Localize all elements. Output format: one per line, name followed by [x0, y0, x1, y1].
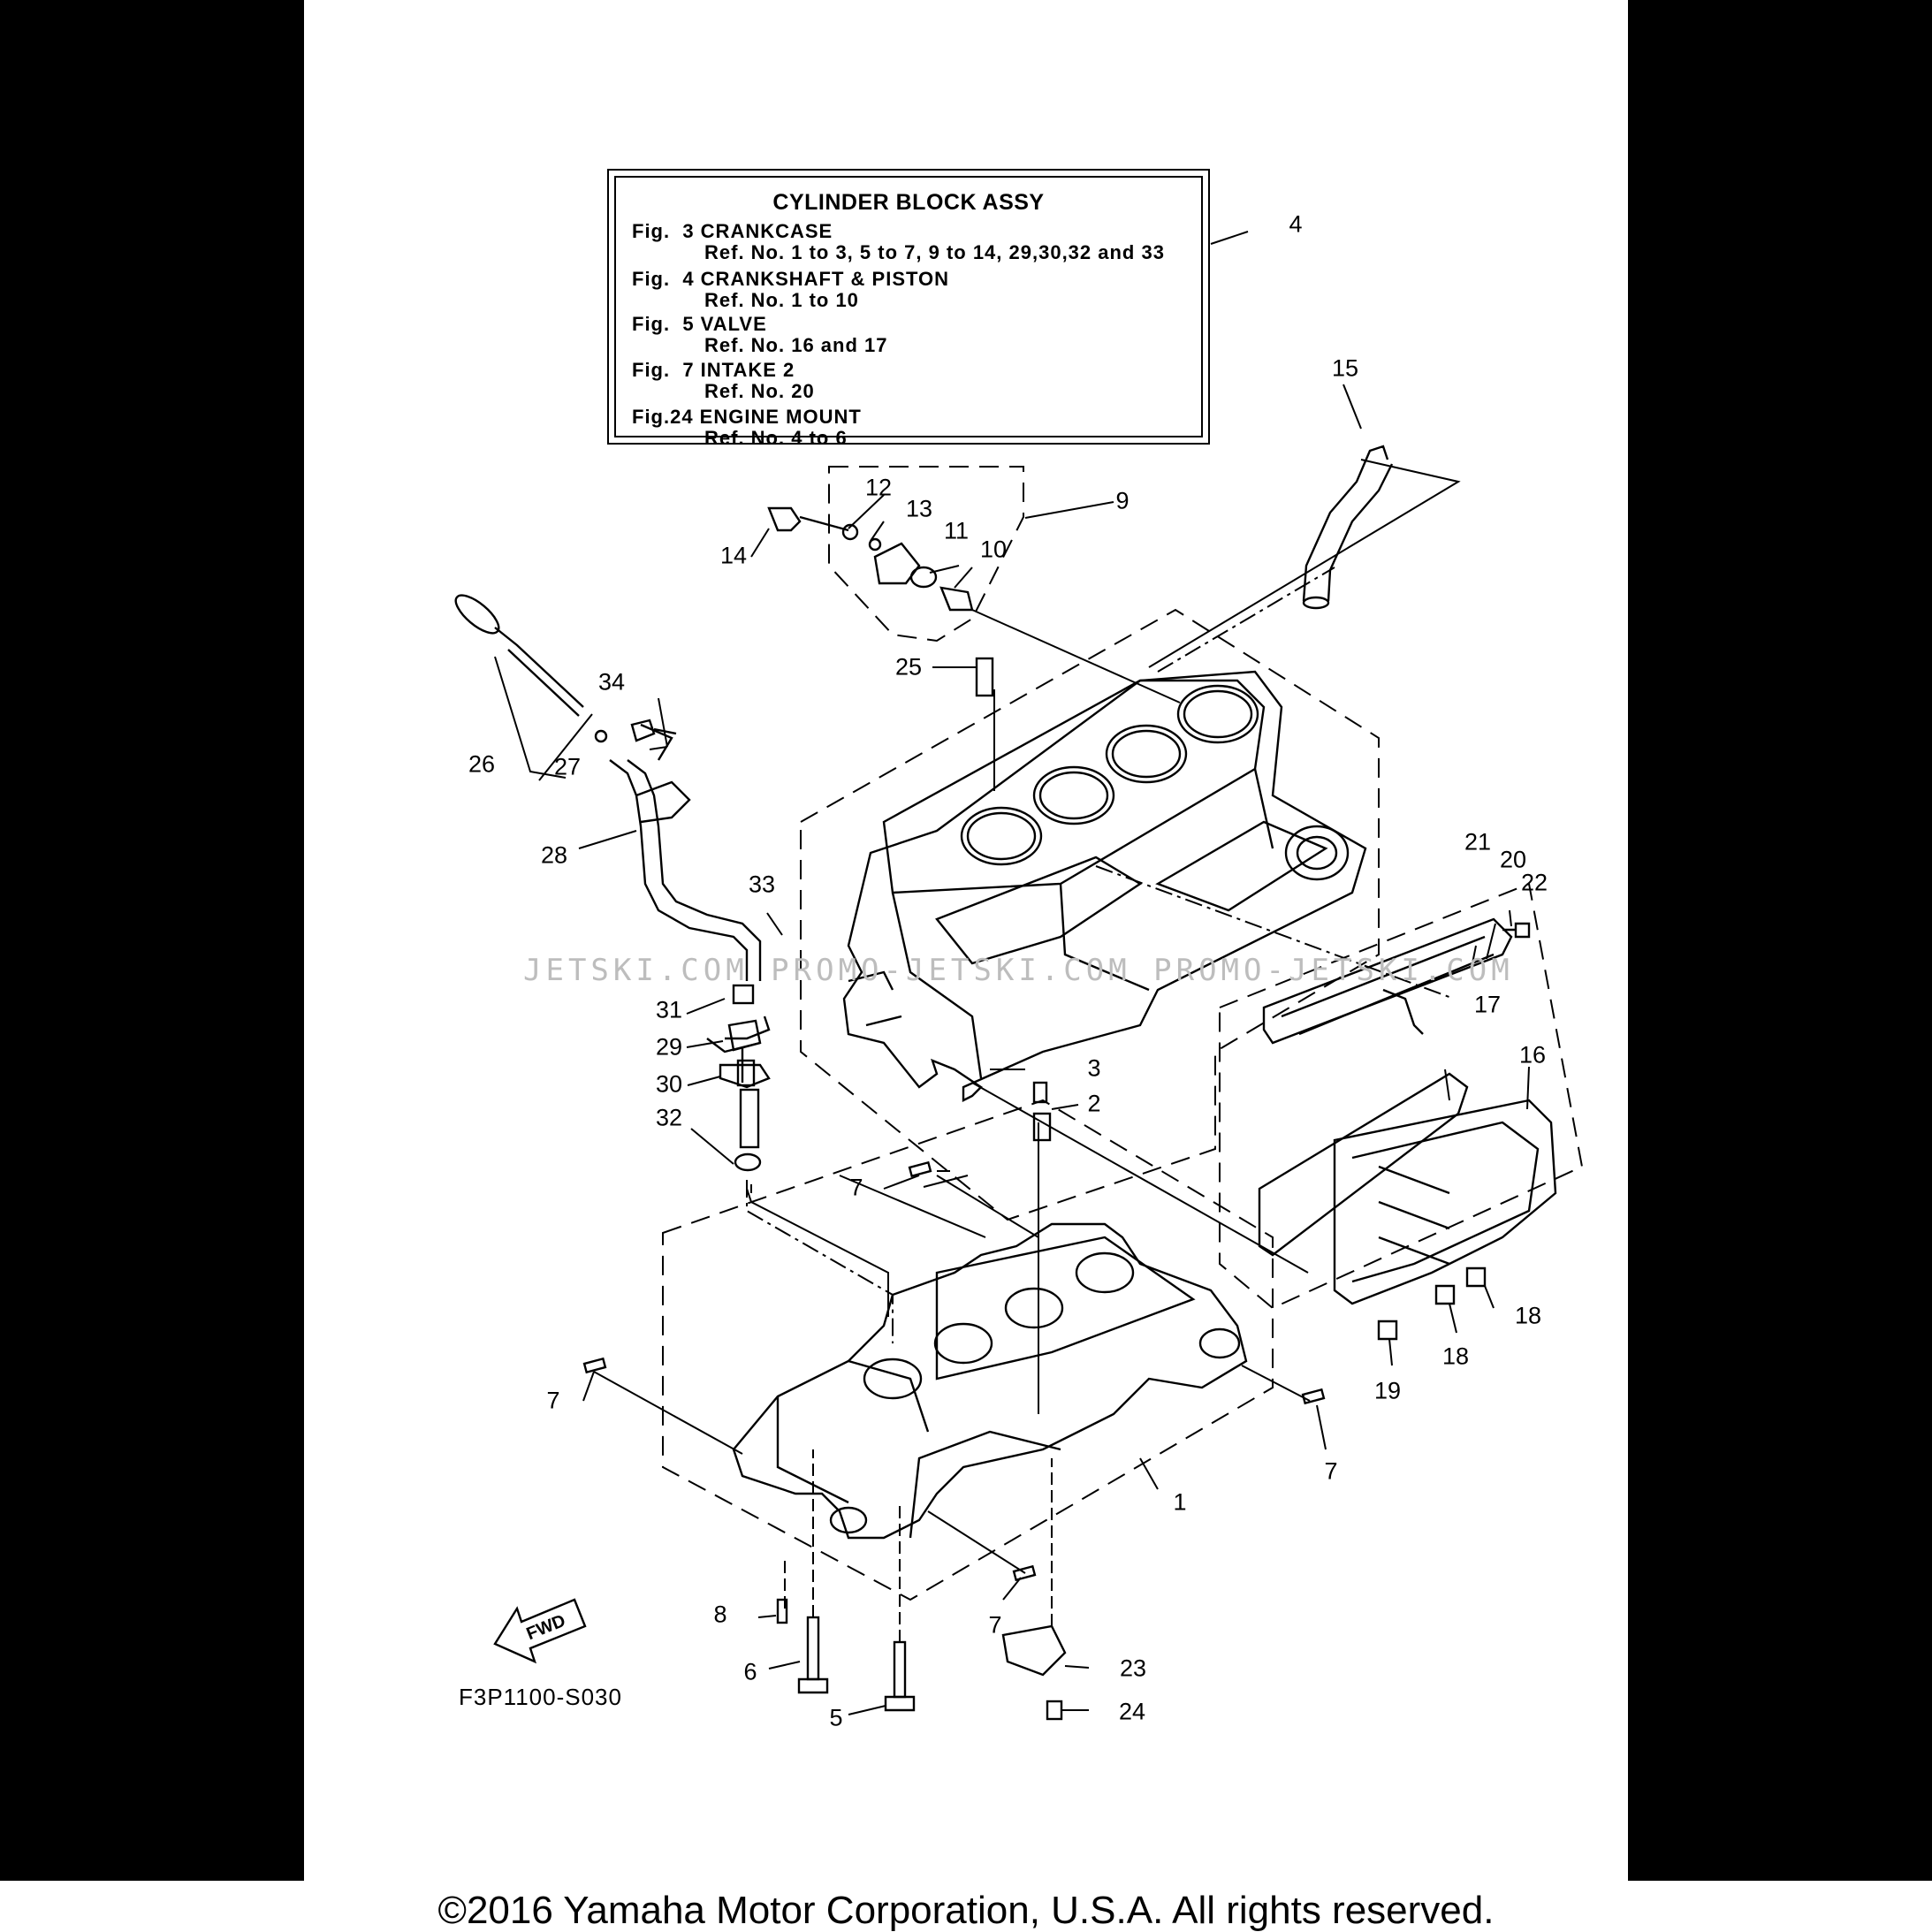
- callout-16: 16: [1518, 1041, 1547, 1069]
- callout-10: 10: [979, 536, 1008, 563]
- valve-parts: [769, 508, 972, 610]
- callout-11: 11: [943, 517, 970, 544]
- callout-32: 32: [655, 1104, 683, 1131]
- callout-17: 17: [1473, 991, 1502, 1018]
- assembly-dashed-outlines: [663, 467, 1582, 1600]
- callout-20: 20: [1499, 846, 1527, 873]
- callout-21: 21: [1464, 828, 1492, 856]
- callout-4: 4: [1289, 210, 1303, 238]
- callout-5: 5: [829, 1704, 843, 1731]
- callout-26: 26: [468, 750, 496, 778]
- callout-28: 28: [540, 841, 568, 869]
- callout-30: 30: [655, 1070, 683, 1098]
- legend-ref-5: Ref. No. 16 and 17: [704, 334, 888, 356]
- fasteners: [584, 924, 1529, 1719]
- legend-ref-3: Ref. No. 1 to 3, 5 to 7, 9 to 14, 29,30,32 and 33: [704, 241, 1165, 263]
- callout-18-right: 18: [1514, 1302, 1542, 1329]
- callout-13: 13: [905, 495, 933, 522]
- callout-6: 6: [743, 1658, 757, 1685]
- callout-29: 29: [655, 1033, 683, 1061]
- callout-12: 12: [864, 474, 893, 501]
- legend-fig-4: Fig. 4 CRANKSHAFT & PISTON: [632, 268, 950, 290]
- legend-fig-3: Fig. 3 CRANKCASE: [632, 220, 833, 242]
- cylinder-block-drawing: [844, 672, 1365, 1100]
- legend-ref-24: Ref. No. 4 to 6: [704, 427, 848, 449]
- callout-24: 24: [1118, 1698, 1146, 1725]
- callout-23: 23: [1119, 1654, 1147, 1682]
- callout-7-top: 7: [849, 1174, 863, 1201]
- callout-19: 19: [1373, 1377, 1402, 1404]
- fwd-label: FWD: [523, 1610, 569, 1645]
- legend-inner-frame: [614, 176, 1203, 449]
- legend-title: CYLINDER BLOCK ASSY: [772, 190, 1045, 215]
- callout-3: 3: [1087, 1054, 1101, 1082]
- watermark: JETSKI.COM PROMO-JETSKI.COM PROMO-JETSKI.COM: [523, 953, 1514, 988]
- callout-1: 1: [1173, 1488, 1187, 1516]
- legend-ref-4: Ref. No. 1 to 10: [704, 289, 859, 311]
- legend-fig-5: Fig. 5 VALVE: [632, 313, 767, 335]
- copyright-notice: ©2016 Yamaha Motor Corporation, U.S.A. All rights reserved.: [0, 1890, 1932, 1932]
- callout-27: 27: [553, 753, 582, 780]
- callout-34: 34: [597, 668, 626, 696]
- callout-7-bottom: 7: [988, 1611, 1002, 1639]
- legend-fig-7: Fig. 7 INTAKE 2: [632, 359, 795, 381]
- callout-15: 15: [1331, 354, 1359, 382]
- crankcase-group-outline: [663, 1100, 1273, 1600]
- callout-2: 2: [1087, 1090, 1101, 1117]
- callout-9: 9: [1115, 487, 1130, 514]
- callout-18-left: 18: [1441, 1343, 1470, 1370]
- callout-7-left: 7: [546, 1387, 560, 1414]
- callout-8: 8: [713, 1601, 727, 1628]
- callout-33: 33: [748, 871, 776, 898]
- callout-25: 25: [894, 653, 923, 681]
- gasket-17: [1259, 1074, 1467, 1255]
- legend-ref-7: Ref. No. 20: [704, 380, 815, 402]
- callout-7-right: 7: [1324, 1457, 1338, 1485]
- legend-box: [607, 169, 1210, 449]
- callout-14: 14: [719, 542, 748, 569]
- callout-22: 22: [1520, 869, 1548, 896]
- crankcase-drawing: [734, 1224, 1246, 1538]
- figure-code: F3P1100-S030: [459, 1684, 622, 1710]
- breather-hose-15: [1304, 446, 1392, 608]
- legend-fig-24: Fig.24 ENGINE MOUNT: [632, 406, 862, 428]
- callout-31: 31: [655, 996, 683, 1023]
